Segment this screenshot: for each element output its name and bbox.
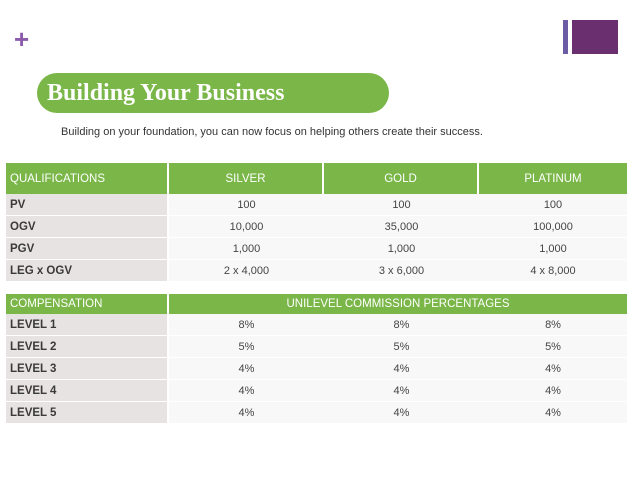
header-gold: GOLD xyxy=(324,163,479,194)
header-platinum: PLATINUM xyxy=(479,163,627,194)
row-label: LEVEL 3 xyxy=(6,358,169,380)
row-label: OGV xyxy=(6,216,169,238)
cell-value: 100 xyxy=(169,194,324,216)
table-row xyxy=(6,194,627,216)
qualifications-table xyxy=(6,163,627,282)
cell-value: 4% xyxy=(324,380,479,402)
cell-value: 1,000 xyxy=(169,238,324,260)
cell-value: 4 x 8,000 xyxy=(479,260,627,282)
table-row xyxy=(6,314,627,336)
cell-value: 2 x 4,000 xyxy=(169,260,324,282)
cell-value: 1,000 xyxy=(324,238,479,260)
table-row xyxy=(6,216,627,238)
table-row xyxy=(6,260,627,282)
cell-value: 4% xyxy=(169,402,324,424)
title-banner xyxy=(37,73,389,113)
cell-value: 4% xyxy=(324,358,479,380)
table-row xyxy=(6,380,627,402)
cell-value: 100 xyxy=(479,194,627,216)
cell-value: 4% xyxy=(479,402,627,424)
cell-value: 10,000 xyxy=(169,216,324,238)
cell-value: 100,000 xyxy=(479,216,627,238)
cell-value: 8% xyxy=(479,314,627,336)
header-commission-percentages: UNILEVEL COMMISSION PERCENTAGES xyxy=(169,294,627,314)
row-label: LEVEL 1 xyxy=(6,314,169,336)
table-row xyxy=(6,238,627,260)
row-label: LEVEL 2 xyxy=(6,336,169,358)
plus-icon: + xyxy=(14,24,30,54)
table-row xyxy=(6,358,627,380)
accent-block xyxy=(572,20,618,54)
accent-bar xyxy=(563,20,568,54)
compensation-table xyxy=(6,294,627,424)
cell-value: 4% xyxy=(479,358,627,380)
cell-value: 35,000 xyxy=(324,216,479,238)
cell-value: 1,000 xyxy=(479,238,627,260)
compensation-header-row xyxy=(6,294,627,314)
table-row xyxy=(6,336,627,358)
table-row xyxy=(6,402,627,424)
cell-value: 4% xyxy=(479,380,627,402)
qualifications-header-row xyxy=(6,163,627,194)
cell-value: 3 x 6,000 xyxy=(324,260,479,282)
cell-value: 5% xyxy=(169,336,324,358)
corner-accent-decoration xyxy=(563,20,618,54)
header-compensation: COMPENSATION xyxy=(6,294,169,314)
cell-value: 4% xyxy=(324,402,479,424)
cell-value: 5% xyxy=(324,336,479,358)
cell-value: 8% xyxy=(169,314,324,336)
row-label: LEG x OGV xyxy=(6,260,169,282)
page-subtitle: Building on your foundation, you can now focus on helping others create their success. xyxy=(61,126,483,138)
cell-value: 8% xyxy=(324,314,479,336)
header-qualifications: QUALIFICATIONS xyxy=(6,163,169,194)
page-title: Building Your Business xyxy=(47,79,285,106)
row-label: PGV xyxy=(6,238,169,260)
row-label: LEVEL 4 xyxy=(6,380,169,402)
cell-value: 4% xyxy=(169,358,324,380)
row-label: PV xyxy=(6,194,169,216)
cell-value: 4% xyxy=(169,380,324,402)
cell-value: 5% xyxy=(479,336,627,358)
row-label: LEVEL 5 xyxy=(6,402,169,424)
header-silver: SILVER xyxy=(169,163,324,194)
cell-value: 100 xyxy=(324,194,479,216)
